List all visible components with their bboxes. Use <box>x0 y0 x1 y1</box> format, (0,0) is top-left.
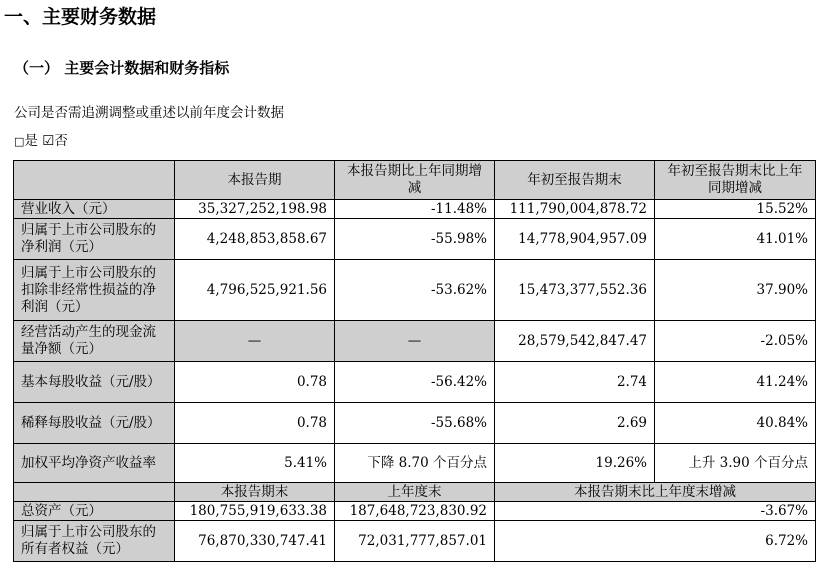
section-title: 一、主要财务数据 <box>4 6 157 28</box>
table-cell: 72,031,777,857.01 <box>335 521 495 562</box>
table-cell: 41.24% <box>655 362 816 403</box>
table-cell: — <box>175 321 335 362</box>
restatement-options <box>14 131 68 152</box>
yes-label: 是 <box>24 133 38 149</box>
table-cell: 上升 3.90 个百分点 <box>655 444 816 483</box>
table-row <box>14 521 816 562</box>
subsection-title: （一） 主要会计数据和财务指标 <box>14 59 230 77</box>
row-label: 营业收入（元） <box>14 200 175 219</box>
table-cell: 6.72% <box>495 521 816 562</box>
restatement-question: 公司是否需追溯调整或重述以前年度会计数据 <box>14 105 284 121</box>
table-cell: 37.90% <box>655 260 816 321</box>
header-empty-cell <box>14 161 175 200</box>
table-cell: 14,778,904,957.09 <box>495 219 655 260</box>
table-cell: 41.01% <box>655 219 816 260</box>
table-cell: -3.67% <box>495 502 816 521</box>
table-cell: -53.62% <box>335 260 495 321</box>
table-cell: 0.78 <box>175 403 335 444</box>
table-row <box>14 362 816 403</box>
no-checkbox[interactable]: ☑ <box>42 133 55 149</box>
row-label: 加权平均净资产收益率 <box>14 444 175 483</box>
subheader-prior-year-end: 上年度末 <box>335 483 495 502</box>
table-row <box>14 403 816 444</box>
table-cell: — <box>335 321 495 362</box>
table-cell: 180,755,919,633.38 <box>175 502 335 521</box>
table-cell: 40.84% <box>655 403 816 444</box>
table-cell: -56.42% <box>335 362 495 403</box>
table-cell: -55.68% <box>335 403 495 444</box>
table-cell: -2.05% <box>655 321 816 362</box>
table-row <box>14 321 816 362</box>
table-row <box>14 219 816 260</box>
table-cell: -55.98% <box>335 219 495 260</box>
table-cell: 35,327,252,198.98 <box>175 200 335 219</box>
table-subheader-row <box>14 483 816 502</box>
row-label: 归属于上市公司股东的所有者权益（元） <box>14 521 175 562</box>
table-cell: 15.52% <box>655 200 816 219</box>
table-cell: 2.69 <box>495 403 655 444</box>
row-label: 基本每股收益（元/股） <box>14 362 175 403</box>
table-cell: 28,579,542,847.47 <box>495 321 655 362</box>
table-cell: 5.41% <box>175 444 335 483</box>
table-cell: 15,473,377,552.36 <box>495 260 655 321</box>
table-cell: 19.26% <box>495 444 655 483</box>
financial-data-table <box>13 160 816 562</box>
header-ytd: 年初至报告期末 <box>495 161 655 200</box>
table-cell: 187,648,723,830.92 <box>335 502 495 521</box>
table-row <box>14 502 816 521</box>
table-header-row <box>14 161 816 200</box>
table-cell: 4,796,525,921.56 <box>175 260 335 321</box>
row-label: 总资产（元） <box>14 502 175 521</box>
table-cell: 0.78 <box>175 362 335 403</box>
row-label: 稀释每股收益（元/股） <box>14 403 175 444</box>
table-cell: 4,248,853,858.67 <box>175 219 335 260</box>
header-ytd-change: 年初至报告期末比上年同期增减 <box>655 161 816 200</box>
row-label: 归属于上市公司股东的扣除非经常性损益的净利润（元） <box>14 260 175 321</box>
table-cell: 76,870,330,747.41 <box>175 521 335 562</box>
header-current-period: 本报告期 <box>175 161 335 200</box>
no-label: 否 <box>54 133 68 149</box>
table-cell: -11.48% <box>335 200 495 219</box>
yes-checkbox[interactable]: □ <box>14 135 25 148</box>
table-row <box>14 260 816 321</box>
subheader-empty-cell <box>14 483 175 502</box>
subheader-period-end: 本报告期末 <box>175 483 335 502</box>
table-row <box>14 200 816 219</box>
subheader-change: 本报告期末比上年度末增减 <box>495 483 816 502</box>
row-label: 经营活动产生的现金流量净额（元） <box>14 321 175 362</box>
table-row <box>14 444 816 483</box>
header-current-period-change: 本报告期比上年同期增减 <box>335 161 495 200</box>
table-cell: 2.74 <box>495 362 655 403</box>
row-label: 归属于上市公司股东的净利润（元） <box>14 219 175 260</box>
table-cell: 下降 8.70 个百分点 <box>335 444 495 483</box>
table-cell: 111,790,004,878.72 <box>495 200 655 219</box>
